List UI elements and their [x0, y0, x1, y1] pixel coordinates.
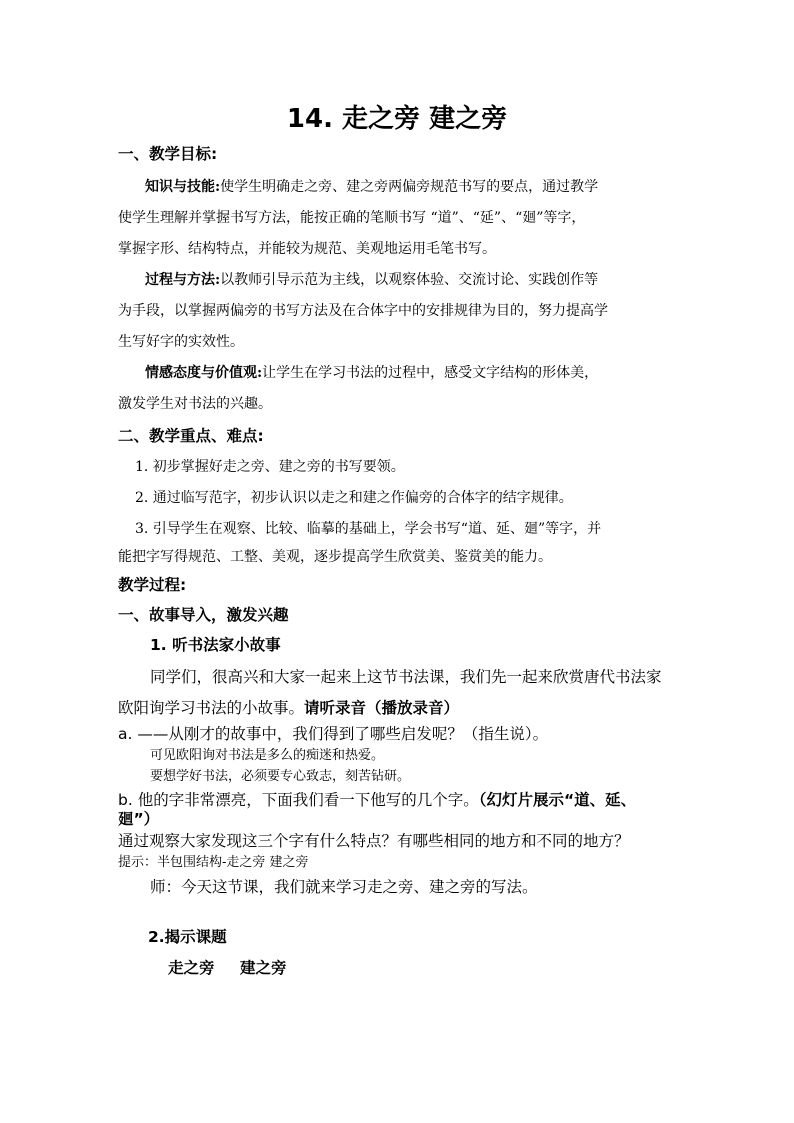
objective-process-text1: 以教师引导示范为主线，以观察体验、交流讨论、实践创作等 [220, 272, 599, 288]
question-a-line: a. ——从刚才的故事中，我们得到了哪些启发呢？（指生说）。 [118, 725, 549, 743]
page-title: 14. 走之旁 建之旁 [286, 104, 508, 134]
process-part-1-heading: 一、故事导入，激发兴趣 [118, 606, 289, 624]
question-b-bold: （幻灯片展示“道、延、 [478, 791, 637, 809]
section-heading-process: 教学过程: [118, 576, 187, 594]
objective-emotion-text1: 让学生在学习书法的过程中，感受文字结构的形体美， [262, 365, 599, 381]
topic-zou-zhi-pang: 走之旁 [168, 959, 215, 977]
question-b-line2: 廻”） [118, 810, 160, 828]
story-paragraph-line2 [118, 697, 459, 719]
section-heading-objectives: 一、教学目标: [118, 145, 218, 163]
objective-process-line3: 生写好字的实效性。 [118, 334, 244, 350]
question-b-line1 [118, 789, 636, 811]
story-paragraph-line2-text: 欧阳询学习书法的小故事。 [118, 699, 305, 717]
objective-knowledge-label: 知识与技能: [145, 179, 221, 195]
objective-process-label: 过程与方法: [145, 272, 221, 288]
objective-knowledge-line1 [145, 176, 598, 198]
objective-emotion-label: 情感态度与价值观: [145, 365, 263, 381]
question-a-sub2: 要想学好书法，必须要专心致志，刻苦钻研。 [150, 769, 411, 784]
observe-question: 通过观察大家发现这三个字有什么特点？有哪些相同的地方和不同的地方？ [118, 832, 630, 850]
objective-process-line2: 为手段，以掌握两偏旁的书写方法及在合体字中的安排规律为目的，努力提高学 [118, 303, 608, 319]
story-paragraph-line2-bold: 请听录音（播放录音） [304, 699, 460, 717]
question-b-text: b. 他的字非常漂亮，下面我们看一下他写的几个字。 [118, 791, 479, 809]
section-heading-key-points: 二、教学重点、难点: [118, 427, 264, 445]
objective-knowledge-text1: 使学生明确走之旁、建之旁两偏旁规范书写的要点，通过教学 [220, 179, 599, 195]
story-paragraph-line1: 同学们，很高兴和大家一起来上这节书法课，我们先一起来欣赏唐代书法家 [150, 668, 662, 686]
process-step-1-heading: 1. 听书法家小故事 [150, 636, 281, 654]
objective-knowledge-line2: 使学生理解并掌握书写方法，能按正确的笔顺书写 “道”、“延”、“廻”等字， [118, 210, 586, 226]
process-step-2-heading: 2.揭示课题 [148, 928, 227, 946]
key-point-2: 2. 通过临写范字，初步认识以走之和建之作偏旁的合体字的结字规律。 [135, 490, 573, 506]
hint-line: 提示：半包围结构-走之旁 建之旁 [118, 855, 309, 870]
objective-process-line1 [145, 269, 598, 291]
topic-jian-zhi-pang: 建之旁 [240, 959, 287, 977]
question-a-sub1: 可见欧阳询对书法是多么的痴迷和热爱。 [150, 748, 385, 763]
key-point-1: 1. 初步掌握好走之旁、建之旁的书写要领。 [135, 459, 405, 475]
teacher-line: 师：今天这节课，我们就来学习走之旁、建之旁的写法。 [150, 878, 538, 896]
objective-emotion-line2: 激发学生对书法的兴趣。 [118, 396, 272, 412]
objective-knowledge-line3: 掌握字形、结构特点，并能较为规范、美观地运用毛笔书写。 [118, 241, 496, 257]
key-point-3-line2: 能把字写得规范、工整、美观，逐步提高学生欣赏美、鉴赏美的能力。 [118, 549, 552, 565]
objective-emotion-line1 [145, 362, 598, 384]
key-point-3-line1: 3. 引导学生在观察、比较、临摹的基础上，学会书写“道、延、廻”等字，并 [135, 521, 602, 537]
